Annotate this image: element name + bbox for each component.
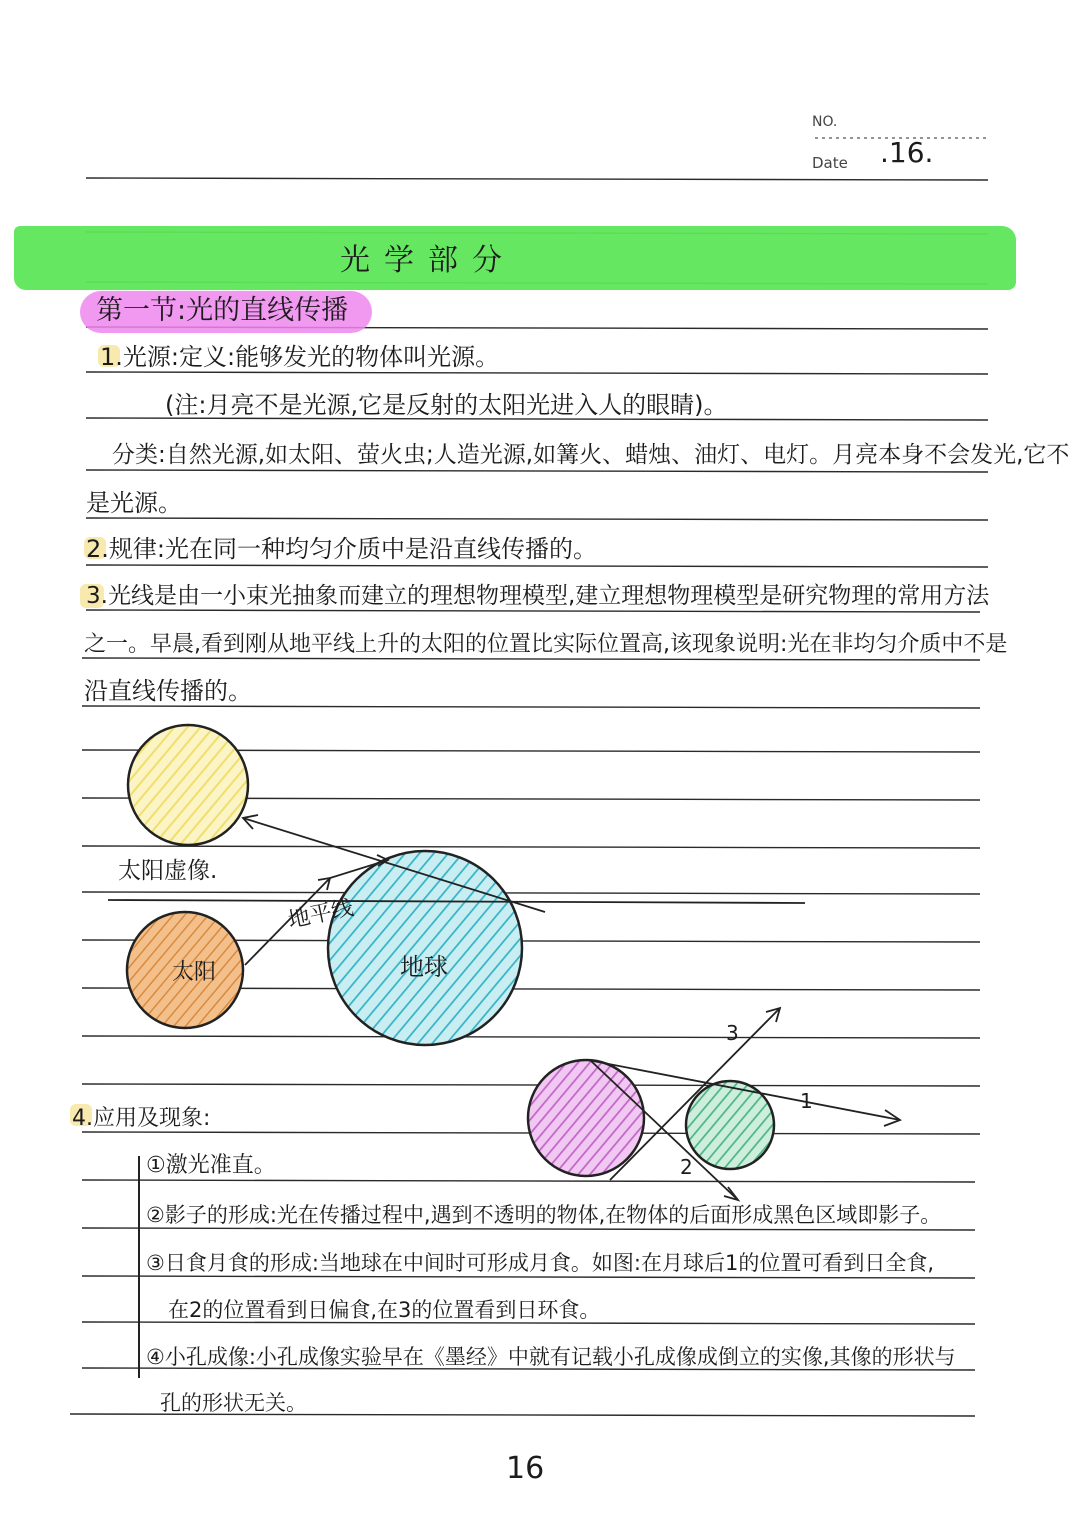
eclipse-sun-circle xyxy=(528,1060,644,1176)
date-label: Date xyxy=(812,154,848,172)
text-line-5: 2.规律:光在同一种均匀介质中是沿直线传播的。 xyxy=(86,535,597,563)
text-line-6: 3.光线是由一小束光抽象而建立的理想物理模型,建立理想物理模型是研究物理的常用方法 xyxy=(86,583,990,609)
item-3a: ③日食月食的形成:当地球在中间时可形成月食。如图:在月球后1的位置可看到日全食, xyxy=(146,1251,935,1275)
item-3b: 在2的位置看到日偏食,在3的位置看到日环食。 xyxy=(168,1298,601,1322)
sun-label: 太阳 xyxy=(172,960,217,985)
item-4a: ④小孔成像:小孔成像实验早在《墨经》中就有记载小孔成像成倒立的实像,其像的形状与 xyxy=(146,1345,956,1369)
horizon-label: 地平线 xyxy=(286,895,356,934)
text-line-3: 分类:自然光源,如太阳、萤火虫;人造光源,如篝火、蜡烛、油灯、电灯。月亮本身不会发光,它不 xyxy=(112,442,1070,468)
text-line-4: 是光源。 xyxy=(86,489,182,517)
section4-heading: 4.应用及现象: xyxy=(72,1106,211,1131)
text-line-2: (注:月亮不是光源,它是反射的太阳光进入人的眼睛)。 xyxy=(165,391,728,419)
virtual-sun-label: 太阳虚像. xyxy=(118,858,218,884)
page-number: 16 xyxy=(506,1451,545,1486)
list-bracket xyxy=(138,1156,140,1378)
no-label: NO. xyxy=(812,114,838,130)
item-2: ②影子的形成:光在传播过程中,遇到不透明的物体,在物体的后面形成黑色区域即影子。 xyxy=(146,1203,942,1227)
item-4b: 孔的形状无关。 xyxy=(160,1391,307,1415)
item-1: ①激光准直。 xyxy=(146,1153,276,1178)
eclipse-moon-circle xyxy=(686,1081,774,1169)
date-value: .16. xyxy=(880,136,934,169)
virtual-sun-circle xyxy=(128,725,248,845)
text-line-8: 沿直线传播的。 xyxy=(84,677,252,705)
ray-3-label: 3 xyxy=(726,1021,739,1045)
text-line-7: 之一。早晨,看到刚从地平线上升的太阳的位置比实际位置高,该现象说明:光在非均匀介质中不是 xyxy=(84,632,1008,657)
earth-label: 地球 xyxy=(400,953,448,981)
ray-2-label: 2 xyxy=(680,1155,693,1179)
ray-1-label: 1 xyxy=(800,1089,813,1113)
text-line-1: 1.光源:定义:能够发光的物体叫光源。 xyxy=(100,343,500,371)
earth-circle xyxy=(328,851,522,1045)
page-title: 光学部分 xyxy=(340,243,516,278)
section-title: 第一节:光的直线传播 xyxy=(96,295,349,326)
